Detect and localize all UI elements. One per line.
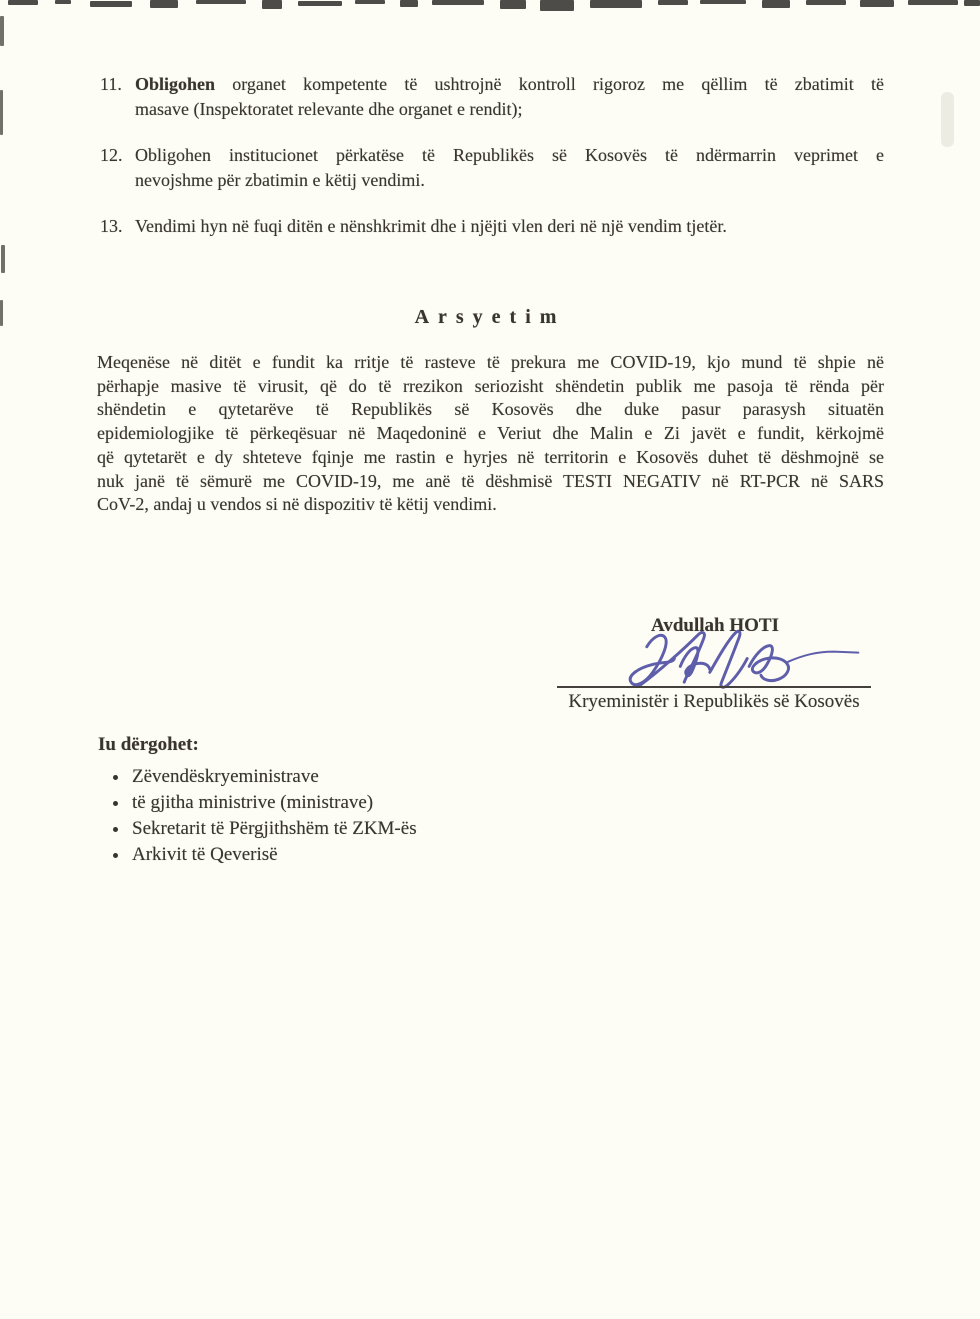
paragraph-line: që qytetarët e dy shteteve fqinje me rastin e hyrjes në territorin e Kosovës duhet të dëshmojnë se (97, 446, 884, 467)
scan-artifact (432, 0, 484, 5)
scan-artifact (196, 0, 246, 4)
scan-artifact (941, 92, 954, 147)
paragraph-line: nuk janë të sëmurë me COVID-19, me anë të dëshmisë TESTI NEGATIV në RT-PCR në SARS (97, 470, 884, 491)
distribution-item: • Zëvendëskryeministrave (130, 764, 417, 790)
paragraph-line: CoV-2, andaj u vendos si në dispozitiv të këtij vendimi. (97, 494, 497, 515)
distribution-item: • të gjitha ministrive (ministrave) (130, 790, 417, 816)
item-text (135, 214, 884, 239)
signatory-title: Kryeministër i Republikës së Kosovës (568, 691, 860, 712)
item-line: Obligohen organet kompetente të ushtrojnë kontroll rigoroz me qëllim të zbatimit të (135, 74, 885, 94)
distribution-item: • Arkivit të Qeverisë (130, 842, 417, 868)
paragraph-line: përhapje masive të virusit, që do të rrezikon seriozisht shëndetin publik me pasoja të rënda për (97, 375, 884, 396)
signatory-name: Avdullah HOTI (651, 615, 779, 636)
justification-paragraph (97, 351, 884, 517)
scan-artifact (762, 0, 790, 8)
scan-artifact (500, 0, 526, 9)
numbered-item-12 (100, 143, 884, 193)
scan-artifact (8, 0, 38, 5)
scan-artifact (0, 16, 4, 46)
scan-artifact (540, 0, 574, 11)
scan-artifact (0, 90, 3, 135)
numbered-item-13 (100, 214, 884, 239)
scan-artifact (1, 245, 5, 273)
scan-artifact (658, 0, 688, 5)
justification-heading: Arsyetim (414, 306, 566, 328)
scan-artifact (964, 0, 980, 6)
scan-artifact (55, 0, 71, 4)
distribution-list (100, 764, 417, 868)
scan-artifact (860, 0, 894, 7)
scan-artifact (700, 0, 746, 4)
scan-artifact (150, 0, 178, 8)
paragraph-line: epidemiologjike të përkeqësuar në Maqedoninë e Veriut dhe Malin e Zi javët e fundit, kërkojmë (97, 423, 884, 444)
item-line: Vendimi hyn në fuqi ditën e nënshkrimit dhe i njëjti vlen deri në një vendim tjetër. (135, 216, 727, 236)
scan-artifact (400, 0, 418, 7)
distribution-item: • Sekretarit të Përgjithshëm të ZKM-ës (130, 816, 417, 842)
scan-artifact (590, 0, 642, 8)
scan-artifact (908, 0, 958, 5)
item-text (135, 143, 884, 193)
signature-scribble (570, 629, 885, 691)
scan-artifact (806, 0, 846, 5)
item-number: 13. (100, 216, 123, 236)
item-text (135, 72, 884, 122)
scan-artifact (298, 1, 342, 6)
item-line: Obligohen institucionet përkatëse të Republikës së Kosovës të ndërmarrin veprimet e (135, 145, 884, 165)
paragraph-line: Meqenëse në ditët e fundit ka rritje të rasteve të prekura me COVID-19, kjo mund të shpie në (97, 352, 884, 372)
distribution-heading: Iu dërgohet: (98, 734, 199, 755)
paragraph-line: shëndetin e qytetarëve të Republikës së Kosovës dhe duke pasur parasysh situatën (97, 399, 884, 420)
scan-artifact (355, 0, 385, 4)
numbered-item-11 (100, 72, 884, 122)
decision-items (100, 72, 884, 239)
item-line: nevojshme për zbatimin e këtij vendimi. (135, 170, 425, 190)
scan-artifact (90, 1, 132, 7)
signature-line (557, 686, 871, 688)
item-number: 12. (100, 145, 123, 165)
item-number: 11. (100, 74, 122, 94)
item-line: masave (Inspektoratet relevante dhe organet e rendit); (135, 99, 523, 119)
scan-artifact (262, 0, 282, 9)
